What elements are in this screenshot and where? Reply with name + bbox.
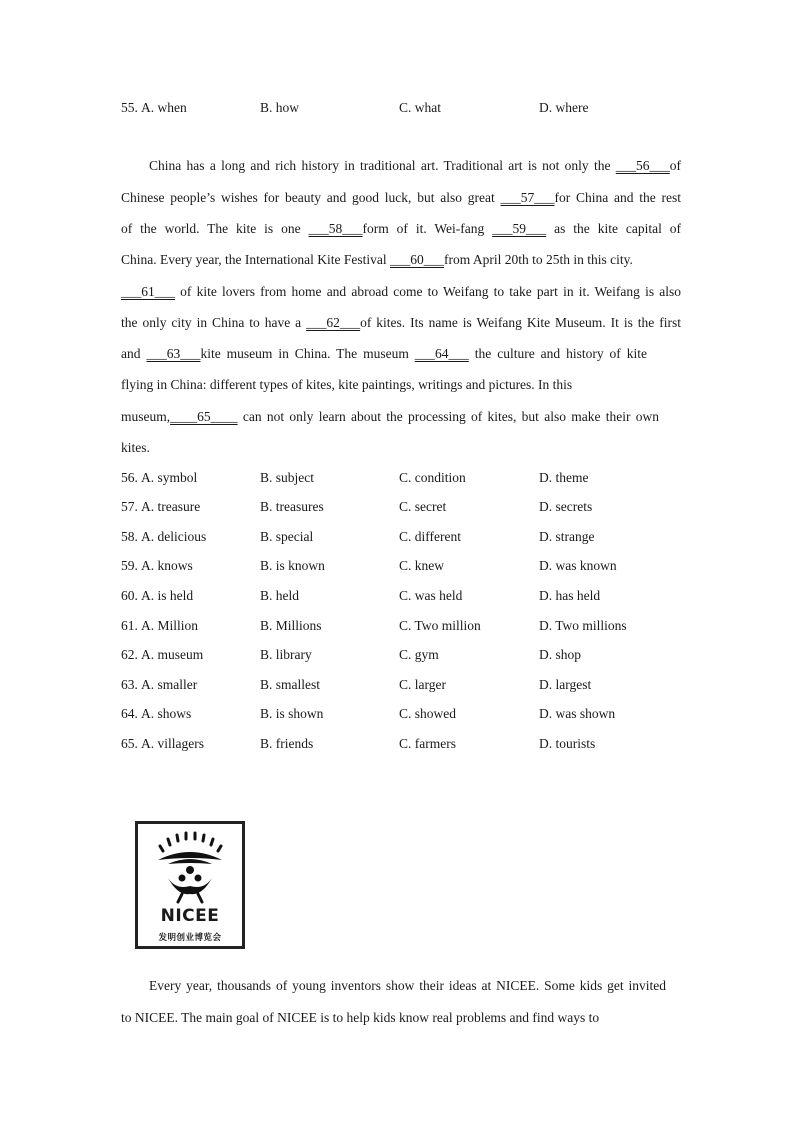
- option-d: D. shop: [539, 647, 582, 662]
- option-a: A. villagers: [141, 736, 204, 751]
- question-number: 57.: [121, 499, 138, 514]
- blank-60: ___60___: [390, 252, 444, 267]
- option-d: D. secrets: [539, 499, 593, 514]
- passage-line: and ___63___kite museum in China. The museum ___64___ the culture and history of kite: [121, 346, 647, 361]
- option-b: B. subject: [260, 470, 314, 485]
- option-c: C. gym: [399, 647, 439, 662]
- option-b: B. Millions: [260, 618, 322, 633]
- option-d: D. was shown: [539, 706, 616, 721]
- passage-line: the only city in China to have a ___62___of kites. Its name is Weifang Kite Museum. It is the first: [121, 315, 681, 330]
- option-a: A. treasure: [141, 499, 201, 514]
- option-d: D. has held: [539, 588, 601, 603]
- option-d: D. was known: [539, 558, 617, 573]
- option-c: C. condition: [399, 470, 466, 485]
- option-a: A. museum: [141, 647, 204, 662]
- passage-line: museum,____65____ can not only learn about the processing of kites, but also make their own: [121, 409, 659, 424]
- nicee-emblem-icon: [138, 824, 242, 946]
- logo-name: NICEE: [160, 906, 220, 926]
- option-a: A. knows: [141, 558, 193, 573]
- option-b: B. smallest: [260, 677, 320, 692]
- option-a: A. smaller: [141, 677, 198, 692]
- option-a: A. Million: [141, 618, 199, 633]
- option-b: B. friends: [260, 736, 314, 751]
- question-number: 62.: [121, 647, 138, 662]
- blank-58: ___58___: [308, 221, 363, 236]
- blank-64: ___64___: [414, 346, 469, 361]
- question-number: 61.: [121, 618, 138, 633]
- question-number: 64.: [121, 706, 138, 721]
- option-c: C. larger: [399, 677, 446, 692]
- option-b: B. library: [260, 647, 312, 662]
- question-number: 56.: [121, 470, 138, 485]
- question-number: 58.: [121, 529, 138, 544]
- option-a: A. is held: [141, 588, 194, 603]
- logo-subtitle: 发明创业博览会: [158, 933, 222, 943]
- blank-56: ___56___: [615, 158, 670, 173]
- question-number: 63.: [121, 677, 138, 692]
- passage-line: Every year, thousands of young inventors show their ideas at NICEE. Some kids get invited: [149, 978, 666, 993]
- passage-line: to NICEE. The main goal of NICEE is to help kids know real problems and find ways to: [121, 1010, 600, 1025]
- blank-62: ___62___: [306, 315, 361, 330]
- option-c: C. was held: [399, 588, 463, 603]
- option-a: A. shows: [141, 706, 192, 721]
- blank-59: ___59___: [492, 221, 547, 236]
- option-c: C. knew: [399, 558, 444, 573]
- blank-61: ___61___: [121, 284, 175, 299]
- passage-line: Chinese people’s wishes for beauty and good luck, but also great ___57___for China and the rest: [121, 190, 681, 205]
- option-b: B. is known: [260, 558, 325, 573]
- option-d: D. theme: [539, 470, 589, 485]
- option-c: C. what: [399, 100, 441, 115]
- option-d: D. where: [539, 100, 589, 115]
- question-number: 59.: [121, 558, 138, 573]
- option-c: C. Two million: [399, 618, 481, 633]
- nicee-logo: [135, 821, 245, 949]
- option-b: B. treasures: [260, 499, 324, 514]
- blank-63: ___63___: [146, 346, 201, 361]
- option-d: D. Two millions: [539, 618, 627, 633]
- passage-line: of the world. The kite is one ___58___form of it. Wei-fang ___59___ as the kite capital of: [121, 221, 681, 236]
- option-a: A. when: [141, 100, 187, 115]
- option-a: A. delicious: [141, 529, 207, 544]
- option-d: D. largest: [539, 677, 592, 692]
- blank-57: ___57___: [500, 190, 555, 205]
- option-d: D. tourists: [539, 736, 596, 751]
- question-number: 60.: [121, 588, 138, 603]
- option-b: B. is shown: [260, 706, 324, 721]
- option-c: C. secret: [399, 499, 447, 514]
- question-number: 55.: [121, 100, 138, 115]
- option-a: A. symbol: [141, 470, 198, 485]
- option-c: C. different: [399, 529, 461, 544]
- blank-65: ____65____: [170, 409, 238, 424]
- option-b: B. held: [260, 588, 299, 603]
- option-c: C. farmers: [399, 736, 456, 751]
- passage-line: kites.: [121, 440, 150, 455]
- option-b: B. special: [260, 529, 314, 544]
- option-b: B. how: [260, 100, 300, 115]
- option-d: D. strange: [539, 529, 595, 544]
- question-number: 65.: [121, 736, 138, 751]
- passage-line: ___61___ of kite lovers from home and abroad come to Weifang to take part in it. Weifang is also: [121, 284, 681, 299]
- passage-line: China has a long and rich history in traditional art. Traditional art is not only the ___56___of: [149, 158, 681, 173]
- passage-line: flying in China: different types of kites, kite paintings, writings and pictures. In this: [121, 377, 573, 392]
- passage-line: China. Every year, the International Kite Festival ___60___from April 20th to 25th in this city.: [121, 252, 633, 267]
- option-c: C. showed: [399, 706, 456, 721]
